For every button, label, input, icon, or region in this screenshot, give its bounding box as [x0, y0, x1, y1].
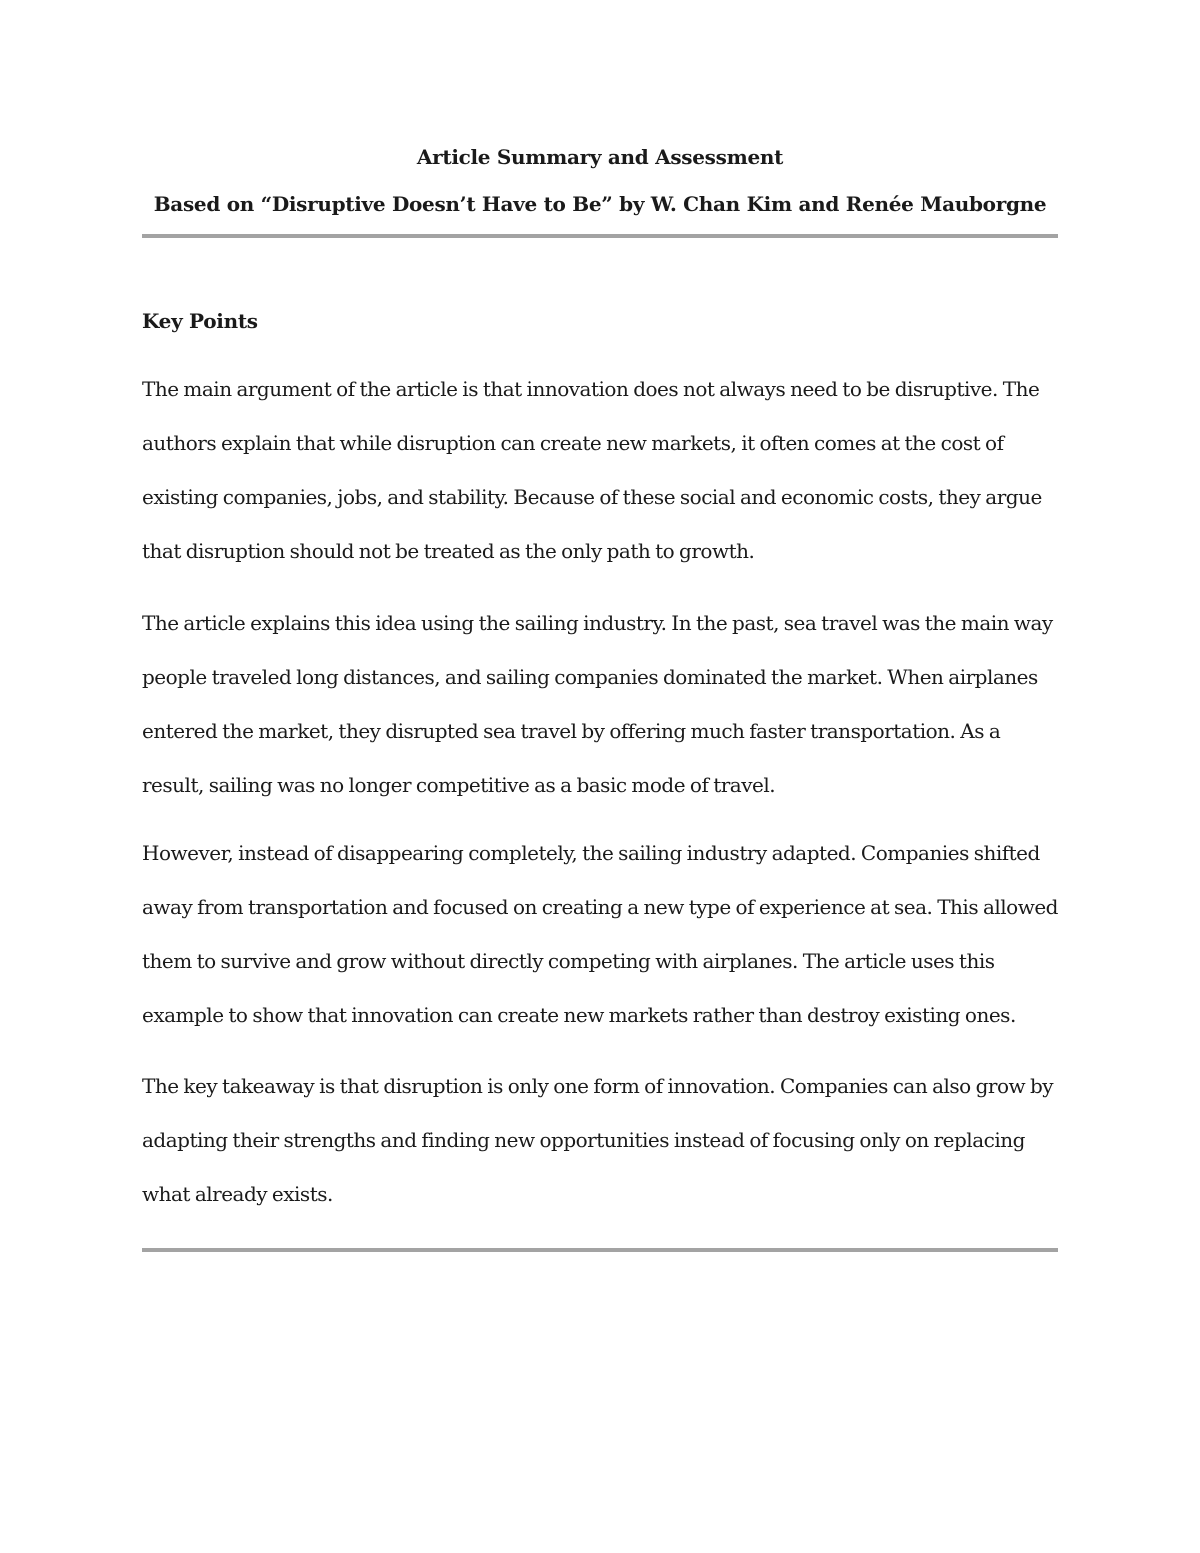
document-subtitle: Based on “Disruptive Doesn’t Have to Be” by W. Chan Kim and Renée Mauborgne [153, 192, 1047, 216]
bottom-divider [142, 1248, 1058, 1252]
paragraph-key-takeaway: The key takeaway is that disruption is only one form of innovation. Companies can also grow by adapting their strengths and finding new opportunities instead of focusing only on replacing what already exists. [142, 1074, 1054, 1206]
paragraph-sailing-example: The article explains this idea using the sailing industry. In the past, sea travel was the main way people traveled long distances, and sailing companies dominated the market. When airplanes entered the market, they disrupted sea travel by offering much faster transportation. As a result, sailing was no longer competitive as a basic mode of travel. [142, 611, 1053, 797]
section-heading-key-points: Key Points [142, 309, 258, 333]
document-title: Article Summary and Assessment [416, 145, 784, 169]
paragraph-sailing-adaptation: However, instead of disappearing completely, the sailing industry adapted. Companies shifted away from transportation and focused on creating a new type of experience at sea. This allowed them to survive and grow without directly competing with airplanes. The article uses this example to show that innovation can create new markets rather than destroy existing ones. [142, 841, 1058, 1027]
paragraph-main-argument: The main argument of the article is that innovation does not always need to be disruptive. The authors explain that while disruption can create new markets, it often comes at the cost of existing companies, jobs, and stability. Because of these social and economic costs, they argue that disruption should not be treated as the only path to growth. [142, 377, 1042, 563]
top-divider [142, 234, 1058, 238]
